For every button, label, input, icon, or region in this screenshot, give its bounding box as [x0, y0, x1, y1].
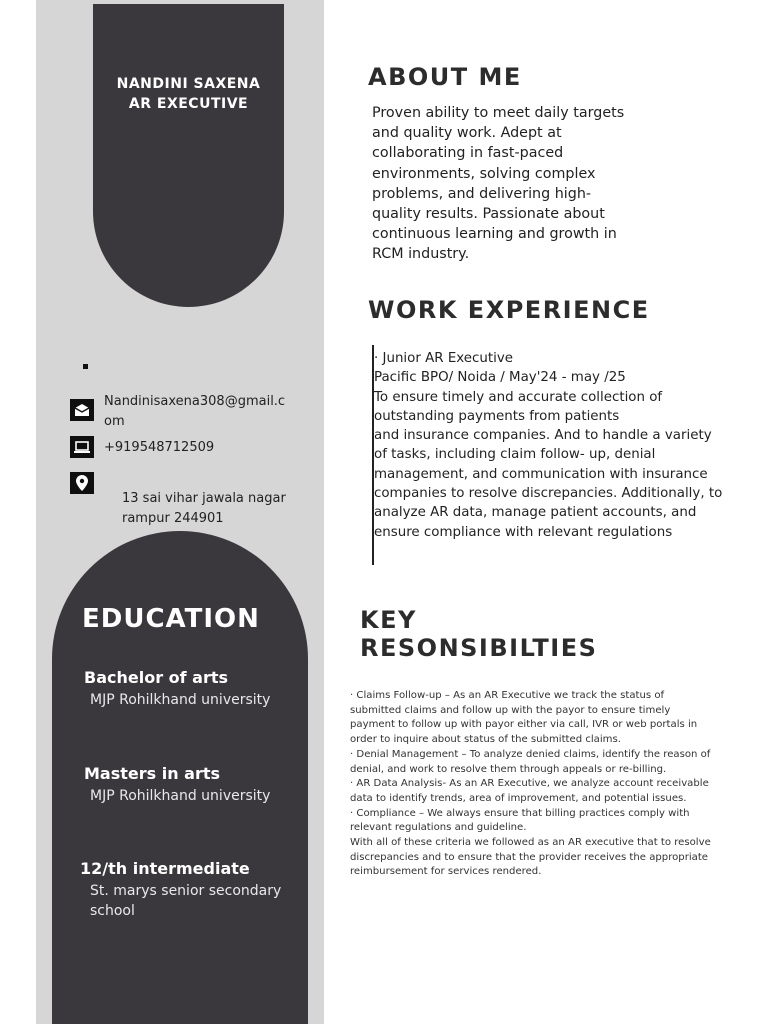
work-text — [374, 349, 764, 542]
phone-text: +919548712509 — [104, 440, 215, 455]
responsibility-line: submitted claims and follow up with the payor to ensure timely — [350, 704, 671, 716]
institution-3-line-2: school — [90, 903, 135, 919]
profile-name: NANDINI SAXENA — [116, 76, 261, 92]
responsibility-line: denial, and work to resolve them through appeals or re-billing. — [350, 763, 667, 775]
profile-role: AR EXECUTIVE — [128, 96, 249, 112]
bullet-dot — [83, 364, 88, 369]
responsibility-line: · AR Data Analysis- As an AR Executive, we analyze account receivable — [350, 778, 709, 790]
email-text — [104, 392, 285, 432]
work-line: ensure compliance with relevant regulations — [374, 524, 673, 540]
work-line: companies to resolve discrepancies. Additionally, to — [374, 486, 723, 502]
about-line: Proven ability to meet daily targets — [372, 105, 625, 121]
responsibility-line: payment to follow up with payor either via call, IVR or web portals in — [350, 719, 698, 731]
institution-3 — [90, 881, 281, 921]
education-title: EDUCATION — [82, 604, 260, 634]
about-line: collaborating in fast-paced — [372, 145, 564, 162]
responsibility-line: · Denial Management – To analyze denied claims, identify the reason of — [350, 748, 711, 760]
about-line: problems, and delivering high- — [372, 185, 592, 202]
responsibility-line: · Claims Follow-up – As an AR Executive we track the status of — [350, 690, 665, 701]
responsibility-line: relevant regulations and guideline. — [350, 822, 527, 834]
work-line: · Junior AR Executive — [374, 351, 514, 366]
work-line: management, and communication with insurance — [374, 466, 708, 482]
responsibilities-text — [350, 689, 764, 880]
about-line: and quality work. Adept at — [372, 125, 562, 142]
responsibility-line: order to inquire about status of the submitted claims. — [350, 734, 621, 746]
responsibilities-title-line-1: KEY — [360, 606, 417, 634]
institution-3-line-1: St. marys senior secondary — [90, 883, 282, 899]
responsibilities-title-line-2: RESONSIBILTIES — [360, 634, 598, 662]
about-title: ABOUT ME — [368, 63, 522, 91]
work-line: and insurance companies. And to handle a variety — [374, 428, 712, 444]
responsibility-line: data to identify trends, area of improvement, and potential issues. — [350, 792, 687, 804]
location-pin-icon — [70, 472, 94, 494]
about-text — [372, 103, 662, 265]
about-line: RCM industry. — [372, 246, 470, 263]
institution-1: MJP Rohilkhand university — [90, 692, 271, 708]
degree-1: Bachelor of arts — [84, 668, 229, 687]
email-line-1: Nandinisaxena308@gmail.c — [104, 394, 286, 409]
work-title: WORK EXPERIENCE — [368, 296, 650, 324]
responsibility-line: discrepancies and to ensure that the provider receives the appropriate — [350, 851, 709, 863]
address-text — [122, 489, 308, 529]
work-line: To ensure timely and accurate collection of — [374, 389, 663, 405]
responsibility-line: · Compliance – We always ensure that billing practices comply with — [350, 807, 690, 819]
address-line-2: rampur 244901 — [122, 511, 224, 526]
responsibilities-title — [360, 606, 597, 662]
responsibility-line: reimbursement for services rendered. — [350, 866, 542, 878]
email-line-2: om — [104, 414, 125, 429]
responsibility-line: With all of these criteria we followed as an AR executive that to resolve — [350, 837, 711, 849]
laptop-icon — [70, 436, 94, 458]
work-line: of tasks, including claim follow- up, denial — [374, 447, 656, 463]
institution-2: MJP Rohilkhand university — [90, 788, 271, 804]
work-line: Pacific BPO/ Noida / May'24 - may /25 — [374, 370, 626, 386]
profile-header — [93, 74, 284, 114]
about-line: quality results. Passionate about — [372, 206, 605, 223]
degree-3: 12/th intermediate — [80, 859, 250, 878]
address-line-1: 13 sai vihar jawala nagar — [122, 491, 286, 506]
work-line: outstanding payments from patients — [374, 408, 620, 424]
name-banner — [93, 4, 284, 307]
degree-2: Masters in arts — [84, 764, 221, 783]
work-line: analyze AR data, manage patient accounts, and — [374, 505, 697, 521]
envelope-icon — [70, 399, 94, 421]
about-line: continuous learning and growth in — [372, 226, 617, 243]
about-line: environments, solving complex — [372, 165, 596, 182]
